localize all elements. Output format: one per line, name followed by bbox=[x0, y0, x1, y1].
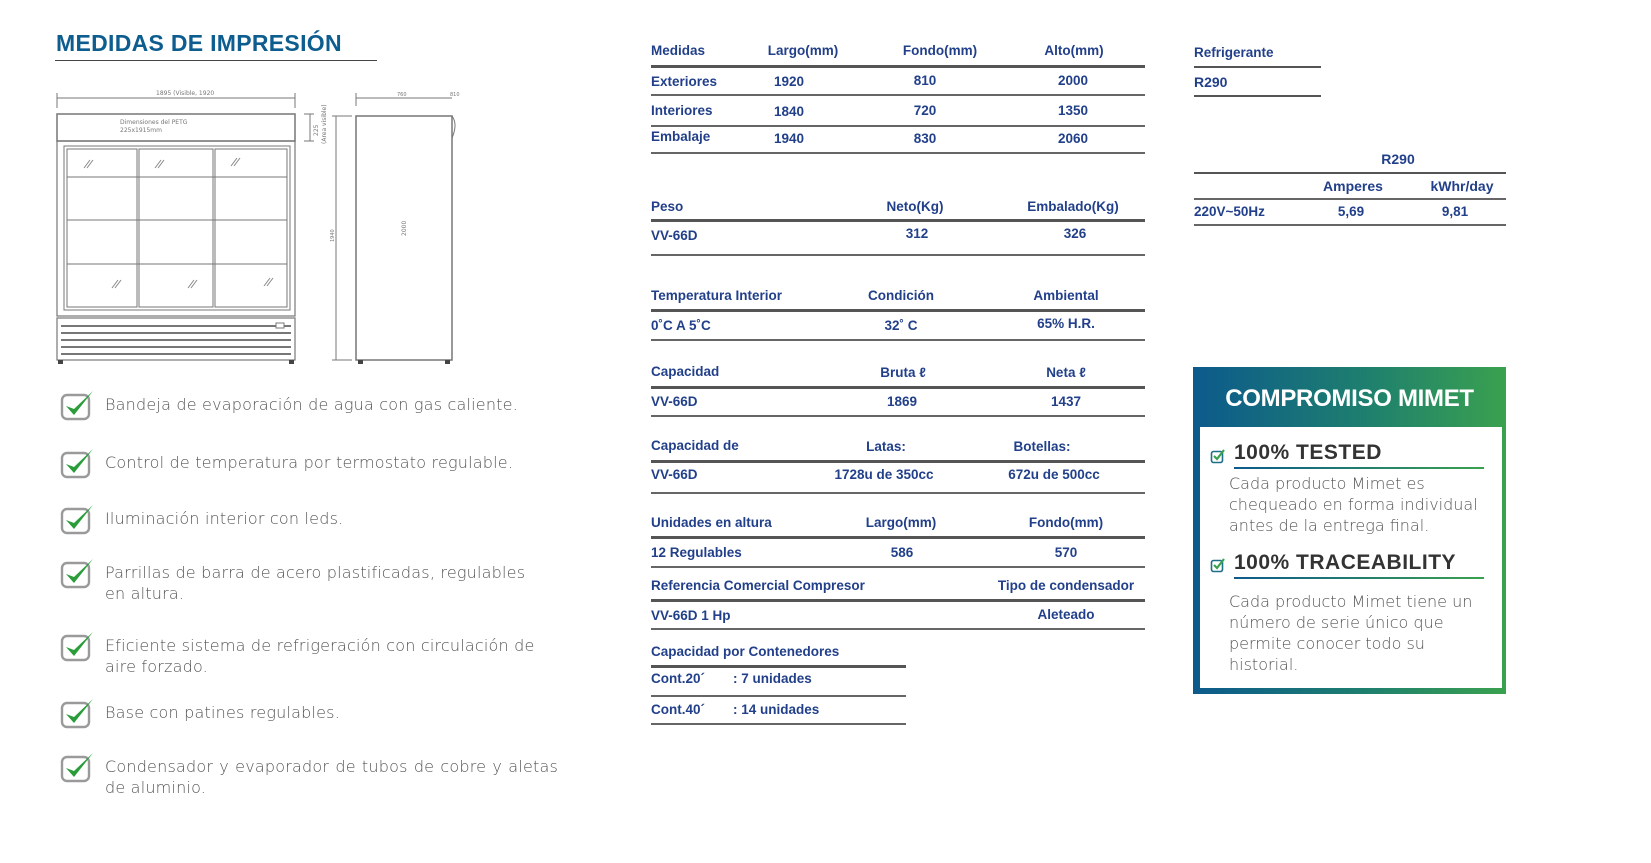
header-largo: Largo(mm) bbox=[865, 515, 937, 530]
side-view-cabinet bbox=[356, 116, 452, 360]
header-botellas: Botellas: bbox=[1013, 439, 1071, 454]
header-alto: Alto(mm) bbox=[1044, 43, 1104, 58]
green-check-icon bbox=[60, 388, 94, 422]
row-label: Cont.20´ bbox=[651, 671, 705, 686]
row-label: Cont.40´ bbox=[651, 702, 705, 717]
header-temperatura: Temperatura Interior bbox=[651, 288, 783, 303]
header-capacidad: Capacidad bbox=[651, 364, 720, 379]
cell: 830 bbox=[913, 131, 937, 146]
feature-item bbox=[60, 635, 560, 677]
cell: 2000 bbox=[1057, 73, 1089, 88]
header-amperes: Amperes bbox=[1323, 178, 1383, 194]
cell: 1437 bbox=[1050, 394, 1082, 409]
row-label: VV-66D bbox=[651, 467, 698, 482]
cell: : 14 unidades bbox=[733, 702, 820, 717]
total-height-label: 2000 bbox=[401, 220, 408, 236]
feature-text: Iluminación interior con leds. bbox=[105, 509, 344, 528]
header-embalado: Embalado(Kg) bbox=[1027, 199, 1119, 214]
cell: 1840 bbox=[773, 104, 805, 119]
cell: 5,69 bbox=[1337, 204, 1365, 219]
header-neta: Neta ℓ bbox=[1046, 365, 1086, 380]
cell: 1869 bbox=[886, 394, 918, 409]
checkbox-check-icon bbox=[1210, 448, 1226, 464]
feature-text: Base con patines regulables. bbox=[105, 703, 340, 722]
feature-item bbox=[60, 508, 560, 536]
header-condensador: Tipo de condensador bbox=[997, 578, 1135, 593]
feature-item bbox=[60, 394, 560, 422]
cell: : 7 unidades bbox=[733, 671, 812, 686]
cell: 672u de 500cc bbox=[1008, 467, 1100, 482]
width-label: 1895 (Visible, 1920 bbox=[156, 90, 215, 97]
row-label: 12 Regulables bbox=[651, 545, 742, 560]
petg-label: Dimensiones del PETG bbox=[120, 119, 188, 126]
row-label: 220V~50Hz bbox=[1194, 204, 1265, 219]
door-left bbox=[67, 149, 137, 307]
cell: 1728u de 350cc bbox=[834, 467, 934, 482]
feature-text: Control de temperatura por termostato regulable. bbox=[105, 453, 514, 472]
top-dim-label: 225 bbox=[313, 124, 320, 136]
cell: 326 bbox=[1063, 226, 1087, 241]
tested-heading: 100% TESTED bbox=[1234, 441, 1382, 464]
page-title: MEDIDAS DE IMPRESIÓN bbox=[56, 30, 342, 56]
top-dim-note: (Area visible) bbox=[321, 104, 328, 144]
row-label: 0˚C A 5˚C bbox=[651, 318, 711, 333]
green-check-icon bbox=[60, 629, 94, 663]
header-latas: Latas: bbox=[866, 439, 906, 454]
cell: 720 bbox=[913, 103, 937, 118]
header-compresor: Referencia Comercial Compresor bbox=[651, 578, 865, 593]
header-unidades: Unidades en altura bbox=[651, 515, 772, 530]
cell: 1940 bbox=[773, 131, 805, 146]
petg-size-label: 225x1915mm bbox=[120, 127, 162, 134]
cell: 1350 bbox=[1057, 103, 1089, 118]
header-refrigerante: Refrigerante bbox=[1194, 45, 1274, 60]
row-label: VV-66D bbox=[651, 394, 698, 409]
cell: 586 bbox=[890, 545, 914, 560]
header-fondo: Fondo(mm) bbox=[1028, 515, 1104, 530]
header-neto: Neto(Kg) bbox=[886, 199, 944, 214]
cell: Aleteado bbox=[1037, 607, 1095, 622]
feature-item bbox=[60, 562, 560, 604]
text-line: permite conocer todo su bbox=[1229, 634, 1425, 653]
header-largo: Largo(mm) bbox=[767, 43, 839, 58]
row-label: Exteriores bbox=[651, 74, 718, 89]
tested-text bbox=[1229, 473, 1478, 536]
header-capacidad-de: Capacidad de bbox=[651, 438, 739, 453]
cell: 65% H.R. bbox=[1037, 316, 1095, 331]
side-depth-label: 810 bbox=[450, 92, 460, 98]
door-center bbox=[139, 149, 213, 307]
header-condicion: Condición bbox=[868, 288, 934, 303]
feature-text: Eficiente sistema de refrigeración con circulación de aire forzado. bbox=[105, 636, 535, 676]
feature-text: Condensador y evaporador de tubos de cobre y aletas de aluminio. bbox=[105, 757, 558, 797]
text-line: antes de la entrega final. bbox=[1229, 516, 1430, 535]
header-fondo: Fondo(mm) bbox=[902, 43, 978, 58]
text-line: historial. bbox=[1229, 655, 1299, 674]
cell: 9,81 bbox=[1441, 204, 1469, 219]
header-contenedores: Capacidad por Contenedores bbox=[651, 644, 840, 659]
feature-text: Bandeja de evaporación de agua con gas caliente. bbox=[105, 395, 518, 414]
checkbox-check-icon bbox=[1210, 557, 1226, 573]
header-bruta: Bruta ℓ bbox=[880, 365, 926, 380]
refrigerante-value: R290 bbox=[1194, 74, 1228, 90]
traceability-text bbox=[1229, 591, 1472, 675]
compromiso-content bbox=[1200, 427, 1502, 688]
feature-item bbox=[60, 756, 560, 798]
refrigerator-technical-drawing bbox=[52, 86, 472, 368]
header-peso: Peso bbox=[651, 199, 684, 214]
traceability-heading: 100% TRACEABILITY bbox=[1234, 551, 1457, 574]
text-line: chequeado en forma individual bbox=[1229, 495, 1478, 514]
text-line: Cada producto Mimet es bbox=[1229, 474, 1425, 493]
cell: 1920 bbox=[773, 74, 805, 89]
header-ambiental: Ambiental bbox=[1033, 288, 1099, 303]
cell: 810 bbox=[913, 73, 937, 88]
row-label: VV-66D bbox=[651, 228, 698, 243]
side-height-label: 1940 bbox=[330, 229, 336, 242]
compromiso-title: COMPROMISO MIMET bbox=[1225, 385, 1474, 412]
green-check-icon bbox=[60, 750, 94, 784]
cell: 2060 bbox=[1057, 131, 1089, 146]
title-underline bbox=[55, 60, 377, 61]
side-width-label: 760 bbox=[397, 92, 407, 98]
row-label: VV-66D 1 Hp bbox=[651, 608, 731, 623]
feature-item bbox=[60, 452, 560, 480]
text-line: Cada producto Mimet tiene un bbox=[1229, 592, 1473, 611]
green-check-icon bbox=[60, 556, 94, 590]
cell: 32˚ C bbox=[884, 318, 918, 333]
feature-item bbox=[60, 702, 560, 730]
feature-text: Parrillas de barra de acero plastificadas, regulables en altura. bbox=[105, 563, 526, 603]
header-group: R290 bbox=[1381, 151, 1415, 167]
cell: 570 bbox=[1054, 545, 1078, 560]
cell: 312 bbox=[905, 226, 929, 241]
row-label: Interiores bbox=[651, 103, 713, 118]
green-check-icon bbox=[60, 696, 94, 730]
header-kwh: kWhr/day bbox=[1430, 178, 1494, 194]
text-line: número de serie único que bbox=[1229, 613, 1444, 632]
header-medidas: Medidas bbox=[651, 43, 706, 58]
green-check-icon bbox=[60, 446, 94, 480]
door-right bbox=[215, 149, 287, 307]
row-label: Embalaje bbox=[651, 129, 711, 144]
compromiso-mimet-panel bbox=[1193, 367, 1506, 694]
green-check-icon bbox=[60, 502, 94, 536]
